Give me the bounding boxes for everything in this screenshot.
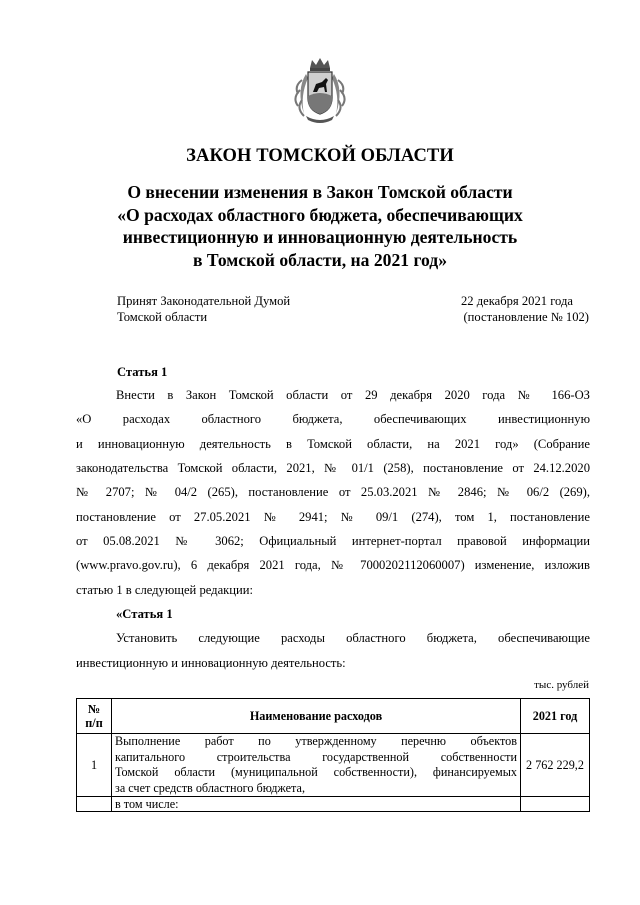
coat-of-arms-emblem (292, 56, 348, 124)
resolution-number: (постановление № 102) (463, 310, 589, 324)
body-line: инвестиционную и инновационную деятельность: (76, 655, 346, 670)
table-row (77, 797, 590, 812)
header-expense-name: Наименование расходов (112, 699, 521, 734)
subtitle-line: «О расходах областного бюджета, обеспечивающих (117, 204, 523, 225)
law-title: ЗАКОН ТОМСКОЙ ОБЛАСТИ (186, 146, 454, 166)
body-line: и инновационную деятельность в Томской области, на 2021 год» (Собрание (76, 436, 590, 451)
subtitle-line: инвестиционную и инновационную деятельность (122, 227, 518, 247)
body-line: от 05.08.2021 № 3062; Официальный интернет-портал правовой информации (76, 534, 590, 549)
row-number: 1 (77, 734, 112, 797)
adopted-by (117, 293, 290, 325)
subtitle-line: О внесении изменения в Закон Томской области (127, 182, 513, 202)
quoted-article-heading: «Статья 1 (116, 607, 173, 622)
expenses-table (76, 698, 590, 812)
adoption-info (461, 293, 589, 325)
body-line: статью 1 в следующей редакции: (76, 582, 253, 597)
body-line: «О расходах областного бюджета, обеспечивающих инвестиционную (76, 412, 590, 427)
row-number (77, 797, 112, 812)
row-description (112, 734, 521, 797)
adopted-by-line: Принят Законодательной Думой (117, 294, 291, 308)
body-line: законодательства Томской области, 2021, № 01/1 (258), постановление от 24.12.2020 (76, 461, 590, 476)
table-header-row (77, 699, 590, 734)
body-line: Внести в Закон Томской области от 29 декабря 2020 года № 166-ОЗ (116, 388, 590, 402)
body-line: (www.pravo.gov.ru), 6 декабря 2021 года, № 7000202112060007) изменение, изложив (76, 558, 590, 573)
article-heading: Статья 1 (117, 365, 168, 379)
row-description: в том числе: (112, 797, 521, 812)
header-year: 2021 год (521, 699, 590, 734)
row-amount (521, 797, 590, 812)
adoption-date: 22 декабря 2021 года (460, 294, 573, 308)
description-line: за счет средств областного бюджета, (115, 780, 305, 795)
article-body (76, 383, 590, 675)
body-line: постановление от 27.05.2021 № 2941; № 09/1 (274), том 1, постановление (76, 509, 590, 524)
body-line: Установить следующие расходы областного бюджета, обеспечивающие (116, 631, 590, 646)
header-number: № п/п (77, 699, 112, 734)
table-row (77, 734, 590, 797)
law-subtitle (0, 181, 640, 271)
units-label: тыс. рублей (534, 679, 589, 691)
description-line: Выполнение работ по утвержденному перечню объектов (115, 734, 517, 748)
body-line: № 2707; № 04/2 (265), постановление от 25.03.2021 № 2846; № 06/2 (269), (76, 485, 590, 500)
subtitle-line: в Томской области, на 2021 год» (192, 249, 447, 270)
description-line: Томской области (муниципальной собственности), финансируемых (115, 765, 517, 779)
adopted-by-line: Томской области (117, 310, 208, 324)
description-line: капитального строительства государственной собственности (115, 749, 517, 764)
row-amount: 2 762 229,2 (521, 734, 590, 797)
